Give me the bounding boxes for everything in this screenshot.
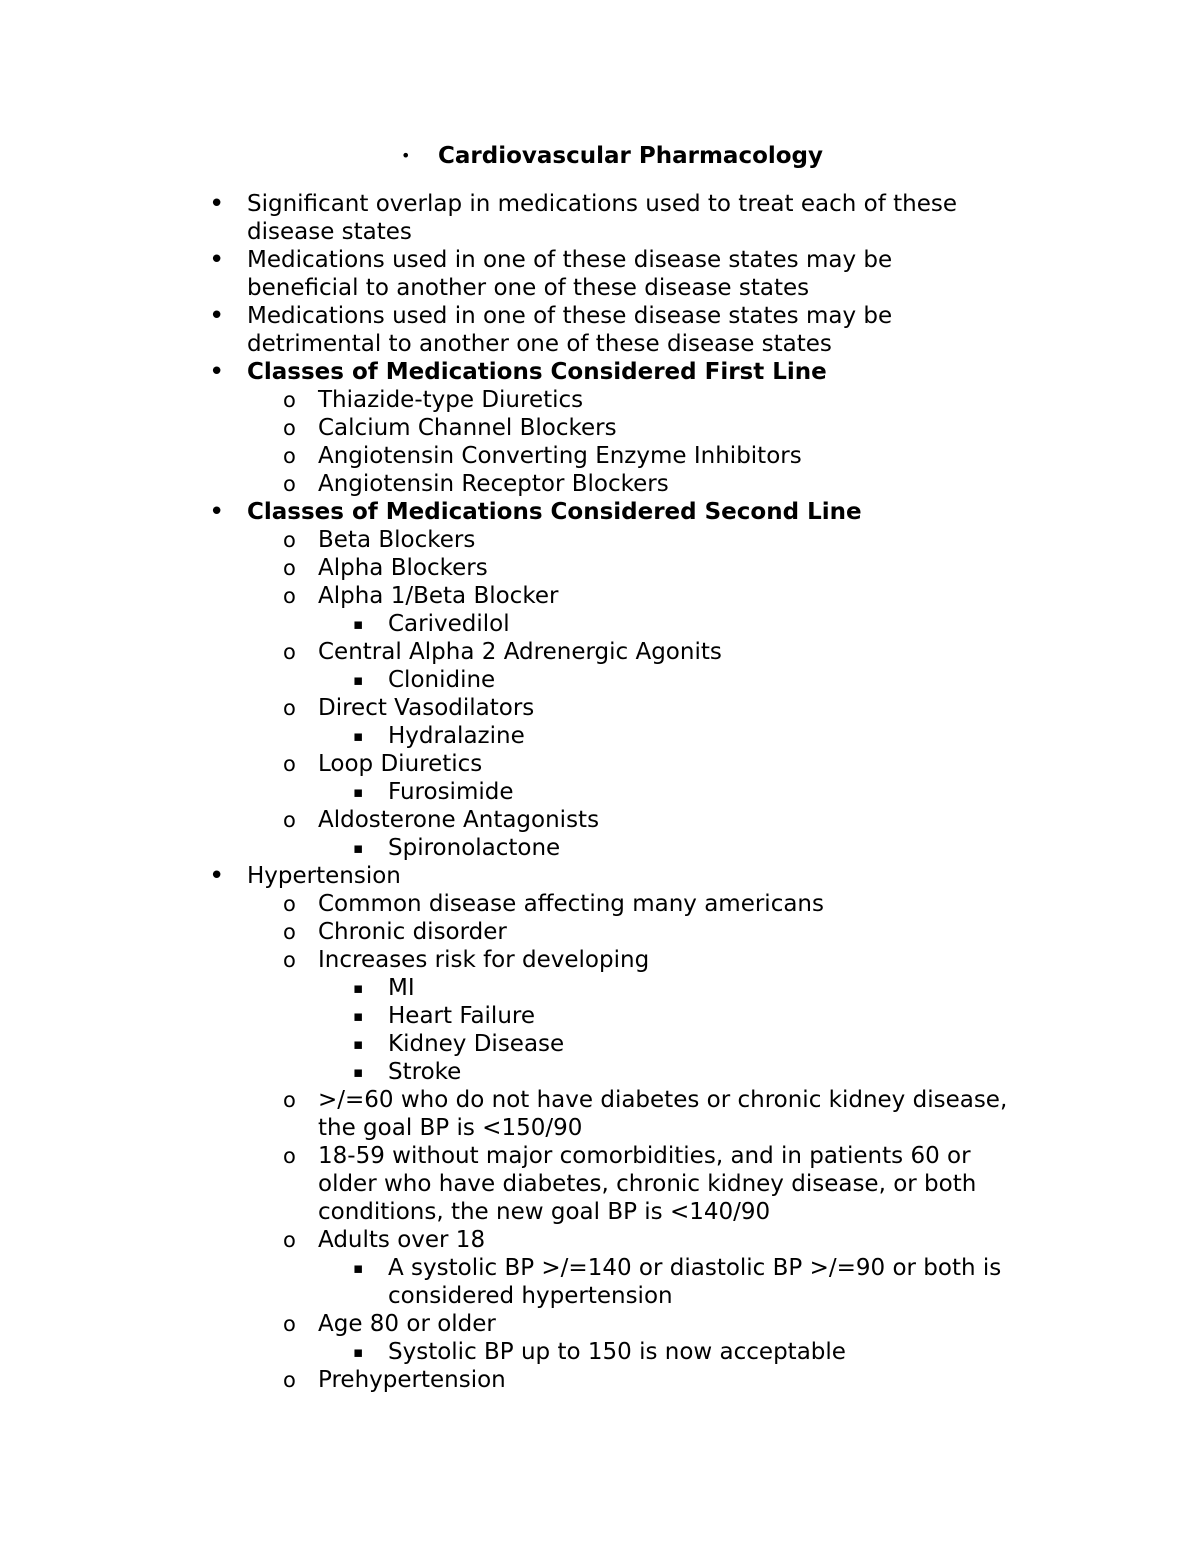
outline-item	[0, 554, 1200, 582]
outline-item-text: Thiazide-type Diuretics	[318, 387, 584, 413]
title-bullet: •	[401, 146, 411, 165]
outline-item	[0, 750, 1200, 778]
outline-item	[0, 190, 1200, 246]
square-marker: ▪	[353, 615, 364, 633]
square-marker: ▪	[353, 1063, 364, 1081]
outline-item-text: Alpha Blockers	[318, 555, 488, 581]
outline-item-text: Beta Blockers	[318, 527, 476, 553]
circle-marker: o	[283, 640, 296, 664]
outline-item-text: Systolic BP up to 150 is now acceptable	[388, 1339, 846, 1365]
title-row	[0, 142, 1200, 172]
square-marker: ▪	[353, 1035, 364, 1053]
outline-item-text: Loop Diuretics	[318, 751, 483, 777]
outline-item-text: conditions, the new goal BP is <140/90	[318, 1199, 771, 1225]
bullet-marker: •	[209, 861, 225, 891]
outline-item	[0, 582, 1200, 610]
circle-marker: o	[283, 752, 296, 776]
outline-item	[0, 1142, 1200, 1226]
page-title: Cardiovascular Pharmacology	[438, 143, 824, 169]
circle-marker: o	[283, 696, 296, 720]
bullet-marker: •	[209, 357, 225, 387]
outline-item-text: Hypertension	[247, 863, 401, 889]
circle-marker: o	[283, 808, 296, 832]
outline-item-text: Age 80 or older	[318, 1311, 496, 1337]
bullet-marker: •	[209, 497, 225, 527]
outline-item-text: Medications used in one of these disease states may be	[247, 247, 893, 273]
outline-item	[0, 1002, 1200, 1030]
outline-item-text: Increases risk for developing	[318, 947, 650, 973]
outline-item	[0, 302, 1200, 358]
circle-marker: o	[283, 1228, 296, 1252]
outline-item-text: Central Alpha 2 Adrenergic Agonits	[318, 639, 722, 665]
outline-item-text: Significant overlap in medications used to treat each of these	[247, 191, 957, 217]
circle-marker: o	[283, 920, 296, 944]
circle-marker: o	[283, 556, 296, 580]
outline-item	[0, 1058, 1200, 1086]
outline-item-text: Heart Failure	[388, 1003, 535, 1029]
outline-item-text: older who have diabetes, chronic kidney disease, or both	[318, 1171, 977, 1197]
outline-item-text: >/=60 who do not have diabetes or chronic kidney disease,	[318, 1087, 1008, 1113]
outline-item-text: Chronic disorder	[318, 919, 507, 945]
outline-heading	[0, 358, 1200, 386]
outline-item	[0, 722, 1200, 750]
outline-item	[0, 526, 1200, 554]
outline-item-text: Classes of Medications Considered First Line	[247, 359, 827, 385]
outline-item	[0, 778, 1200, 806]
circle-marker: o	[283, 388, 296, 412]
outline-item-text: Stroke	[388, 1059, 462, 1085]
outline-item	[0, 862, 1200, 890]
outline-item-text: 18-59 without major comorbidities, and in patients 60 or	[318, 1143, 971, 1169]
outline-item	[0, 974, 1200, 1002]
outline-heading	[0, 498, 1200, 526]
bullet-marker: •	[209, 189, 225, 219]
outline-item-text: Common disease affecting many americans	[318, 891, 824, 917]
square-marker: ▪	[353, 671, 364, 689]
outline-item-text: considered hypertension	[388, 1283, 673, 1309]
bullet-outline	[0, 190, 1200, 1394]
outline-item-text: Hydralazine	[388, 723, 525, 749]
circle-marker: o	[283, 892, 296, 916]
square-marker: ▪	[353, 727, 364, 745]
outline-item-text: Carivedilol	[388, 611, 510, 637]
square-marker: ▪	[353, 979, 364, 997]
outline-item	[0, 890, 1200, 918]
outline-item-text: Prehypertension	[318, 1367, 506, 1393]
outline-item-text: Angiotensin Receptor Blockers	[318, 471, 669, 497]
circle-marker: o	[283, 1144, 296, 1168]
outline-item	[0, 386, 1200, 414]
outline-item	[0, 610, 1200, 638]
square-marker: ▪	[353, 1259, 364, 1277]
outline-item-text: Angiotensin Converting Enzyme Inhibitors	[318, 443, 802, 469]
circle-marker: o	[283, 1088, 296, 1112]
circle-marker: o	[283, 444, 296, 468]
outline-item-text: Alpha 1/Beta Blocker	[318, 583, 559, 609]
circle-marker: o	[283, 584, 296, 608]
square-marker: ▪	[353, 783, 364, 801]
outline-item	[0, 1366, 1200, 1394]
circle-marker: o	[283, 472, 296, 496]
outline-item-text: beneficial to another one of these disease states	[247, 275, 810, 301]
outline-item	[0, 246, 1200, 302]
outline-item-text: disease states	[247, 219, 412, 245]
outline-item-text: Clonidine	[388, 667, 496, 693]
outline-item	[0, 1086, 1200, 1142]
square-marker: ▪	[353, 1007, 364, 1025]
outline-item-text: Classes of Medications Considered Second Line	[247, 499, 862, 525]
outline-item	[0, 1226, 1200, 1254]
circle-marker: o	[283, 416, 296, 440]
outline-item	[0, 442, 1200, 470]
outline-item	[0, 806, 1200, 834]
outline-item-text: Kidney Disease	[388, 1031, 565, 1057]
bullet-marker: •	[209, 301, 225, 331]
outline-item-text: Direct Vasodilators	[318, 695, 535, 721]
outline-item	[0, 1254, 1200, 1310]
outline-item	[0, 834, 1200, 862]
outline-item	[0, 918, 1200, 946]
outline-item	[0, 694, 1200, 722]
circle-marker: o	[283, 1312, 296, 1336]
outline-item	[0, 946, 1200, 974]
outline-item-text: Calcium Channel Blockers	[318, 415, 617, 441]
outline-item	[0, 1338, 1200, 1366]
outline-item	[0, 414, 1200, 442]
square-marker: ▪	[353, 1343, 364, 1361]
outline-item-text: MI	[388, 975, 415, 1001]
outline-item-text: Adults over 18	[318, 1227, 486, 1253]
circle-marker: o	[283, 948, 296, 972]
outline-item	[0, 1030, 1200, 1058]
outline-item	[0, 1310, 1200, 1338]
outline-item-text: A systolic BP >/=140 or diastolic BP >/=90 or both is	[388, 1255, 1002, 1281]
outline-item-text: Aldosterone Antagonists	[318, 807, 600, 833]
circle-marker: o	[283, 1368, 296, 1392]
outline-item-text: Medications used in one of these disease states may be	[247, 303, 893, 329]
outline-item-text: Furosimide	[388, 779, 514, 805]
circle-marker: o	[283, 528, 296, 552]
outline-item	[0, 638, 1200, 666]
outline-item-text: detrimental to another one of these disease states	[247, 331, 832, 357]
outline-item-text: Spironolactone	[388, 835, 561, 861]
square-marker: ▪	[353, 839, 364, 857]
outline-item	[0, 470, 1200, 498]
outline-item	[0, 666, 1200, 694]
bullet-marker: •	[209, 245, 225, 275]
outline-item-text: the goal BP is <150/90	[318, 1115, 583, 1141]
